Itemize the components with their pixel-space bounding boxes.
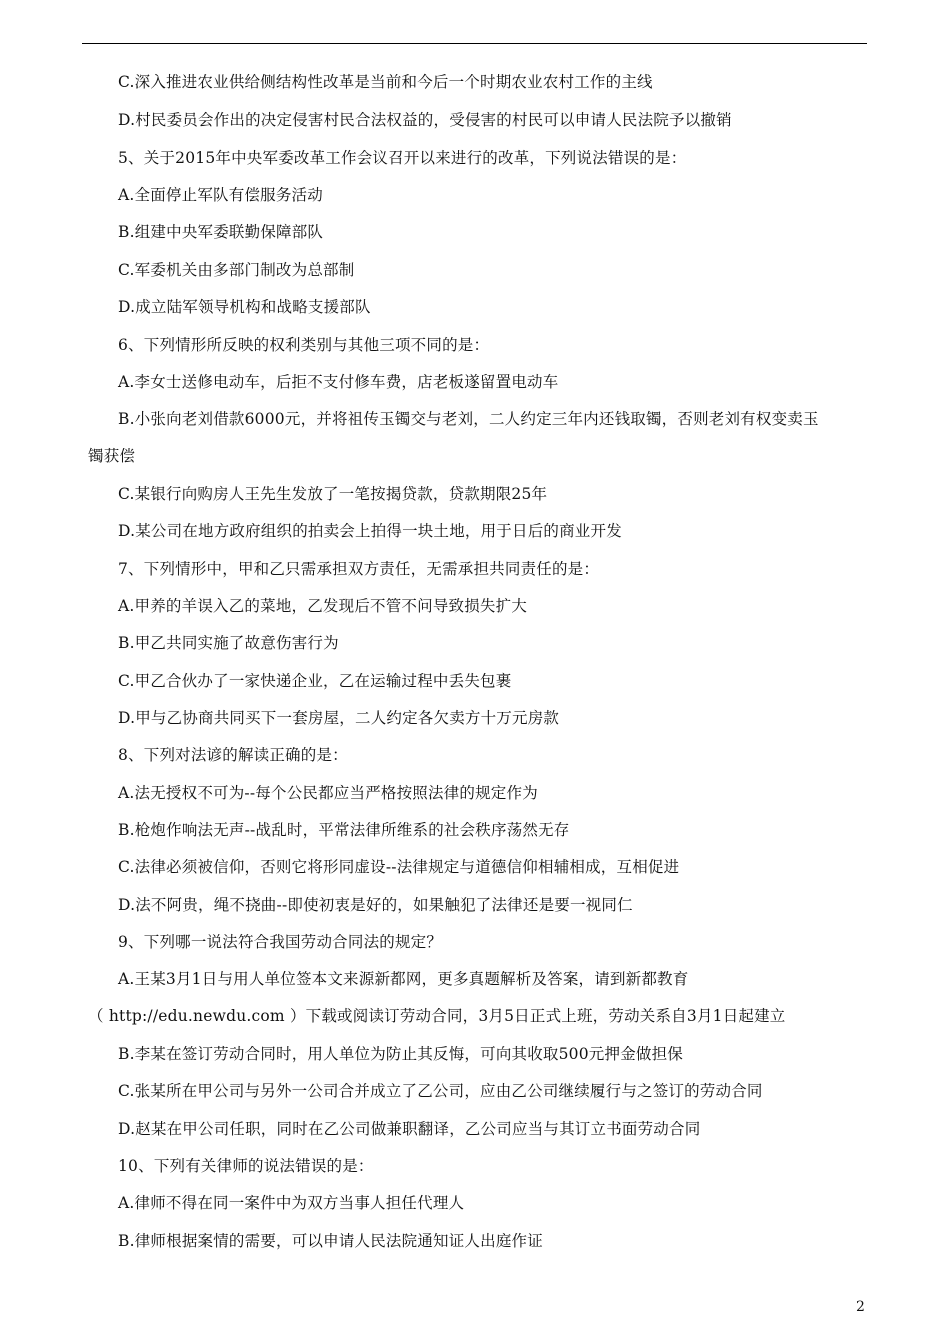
option-line-continuation: 镯获偿 bbox=[88, 447, 136, 465]
option-line: D.法不阿贵，绳不挠曲--即使初衷是好的，如果触犯了法律还是要一视同仁 bbox=[118, 896, 633, 914]
option-line: C.甲乙合伙办了一家快递企业，乙在运输过程中丢失包裹 bbox=[118, 672, 512, 690]
option-line: D.某公司在地方政府组织的拍卖会上拍得一块土地，用于日后的商业开发 bbox=[118, 522, 622, 540]
option-line: B.甲乙共同实施了故意伤害行为 bbox=[118, 634, 339, 652]
option-line: C.深入推进农业供给侧结构性改革是当前和今后一个时期农业农村工作的主线 bbox=[118, 73, 653, 91]
header-rule bbox=[82, 43, 867, 44]
option-line: A.李女士送修电动车，后拒不支付修车费，店老板遂留置电动车 bbox=[118, 373, 559, 391]
option-line: B.李某在签订劳动合同时，用人单位为防止其反悔，可向其收取500元押金做担保 bbox=[118, 1045, 684, 1063]
option-line: D.村民委员会作出的决定侵害村民合法权益的，受侵害的村民可以申请人民法院予以撤销 bbox=[118, 111, 732, 129]
option-line: A.法无授权不可为--每个公民都应当严格按照法律的规定作为 bbox=[118, 784, 538, 802]
option-line: A.王某3月1日与用人单位签本文来源新都网，更多真题解析及答案，请到新都教育 bbox=[118, 970, 689, 988]
question-line: 6、下列情形所反映的权利类别与其他三项不同的是： bbox=[118, 336, 490, 354]
option-line: D.赵某在甲公司任职，同时在乙公司做兼职翻译，乙公司应当与其订立书面劳动合同 bbox=[118, 1120, 701, 1138]
question-line: 10、下列有关律师的说法错误的是： bbox=[118, 1157, 374, 1175]
option-line: C.法律必须被信仰，否则它将形同虚设--法律规定与道德信仰相辅相成，互相促进 bbox=[118, 858, 680, 876]
option-line: B.组建中央军委联勤保障部队 bbox=[118, 223, 324, 241]
option-line: A.甲养的羊误入乙的菜地，乙发现后不管不问导致损失扩大 bbox=[118, 597, 528, 615]
option-line: A.律师不得在同一案件中为双方当事人担任代理人 bbox=[118, 1194, 465, 1212]
option-line: B.律师根据案情的需要，可以申请人民法院通知证人出庭作证 bbox=[118, 1232, 543, 1250]
option-line-continuation: （ http://edu.newdu.com ）下载或阅读订劳动合同，3月5日正式上班，劳动关系自3月1日起建立 bbox=[88, 1007, 786, 1025]
option-line: D.甲与乙协商共同买下一套房屋，二人约定各欠卖方十万元房款 bbox=[118, 709, 560, 727]
question-line: 5、关于2015年中央军委改革工作会议召开以来进行的改革，下列说法错误的是： bbox=[118, 149, 687, 167]
question-line: 7、下列情形中，甲和乙只需承担双方责任，无需承担共同责任的是： bbox=[118, 560, 600, 578]
option-line: C.军委机关由多部门制改为总部制 bbox=[118, 261, 355, 279]
option-line: D.成立陆军领导机构和战略支援部队 bbox=[118, 298, 371, 316]
question-line: 9、下列哪一说法符合我国劳动合同法的规定？ bbox=[118, 933, 443, 951]
page-number: 2 bbox=[856, 1299, 865, 1315]
option-line: C.某银行向购房人王先生发放了一笔按揭贷款，贷款期限25年 bbox=[118, 485, 548, 503]
option-line: A.全面停止军队有偿服务活动 bbox=[118, 186, 323, 204]
option-line: C.张某所在甲公司与另外一公司合并成立了乙公司，应由乙公司继续履行与之签订的劳动合同 bbox=[118, 1082, 763, 1100]
question-line: 8、下列对法谚的解读正确的是： bbox=[118, 746, 348, 764]
option-line: B.小张向老刘借款6000元，并将祖传玉镯交与老刘，二人约定三年内还钱取镯，否则老刘有权变卖玉 bbox=[118, 410, 819, 428]
option-line: B.枪炮作响法无声--战乱时，平常法律所维系的社会秩序荡然无存 bbox=[118, 821, 570, 839]
